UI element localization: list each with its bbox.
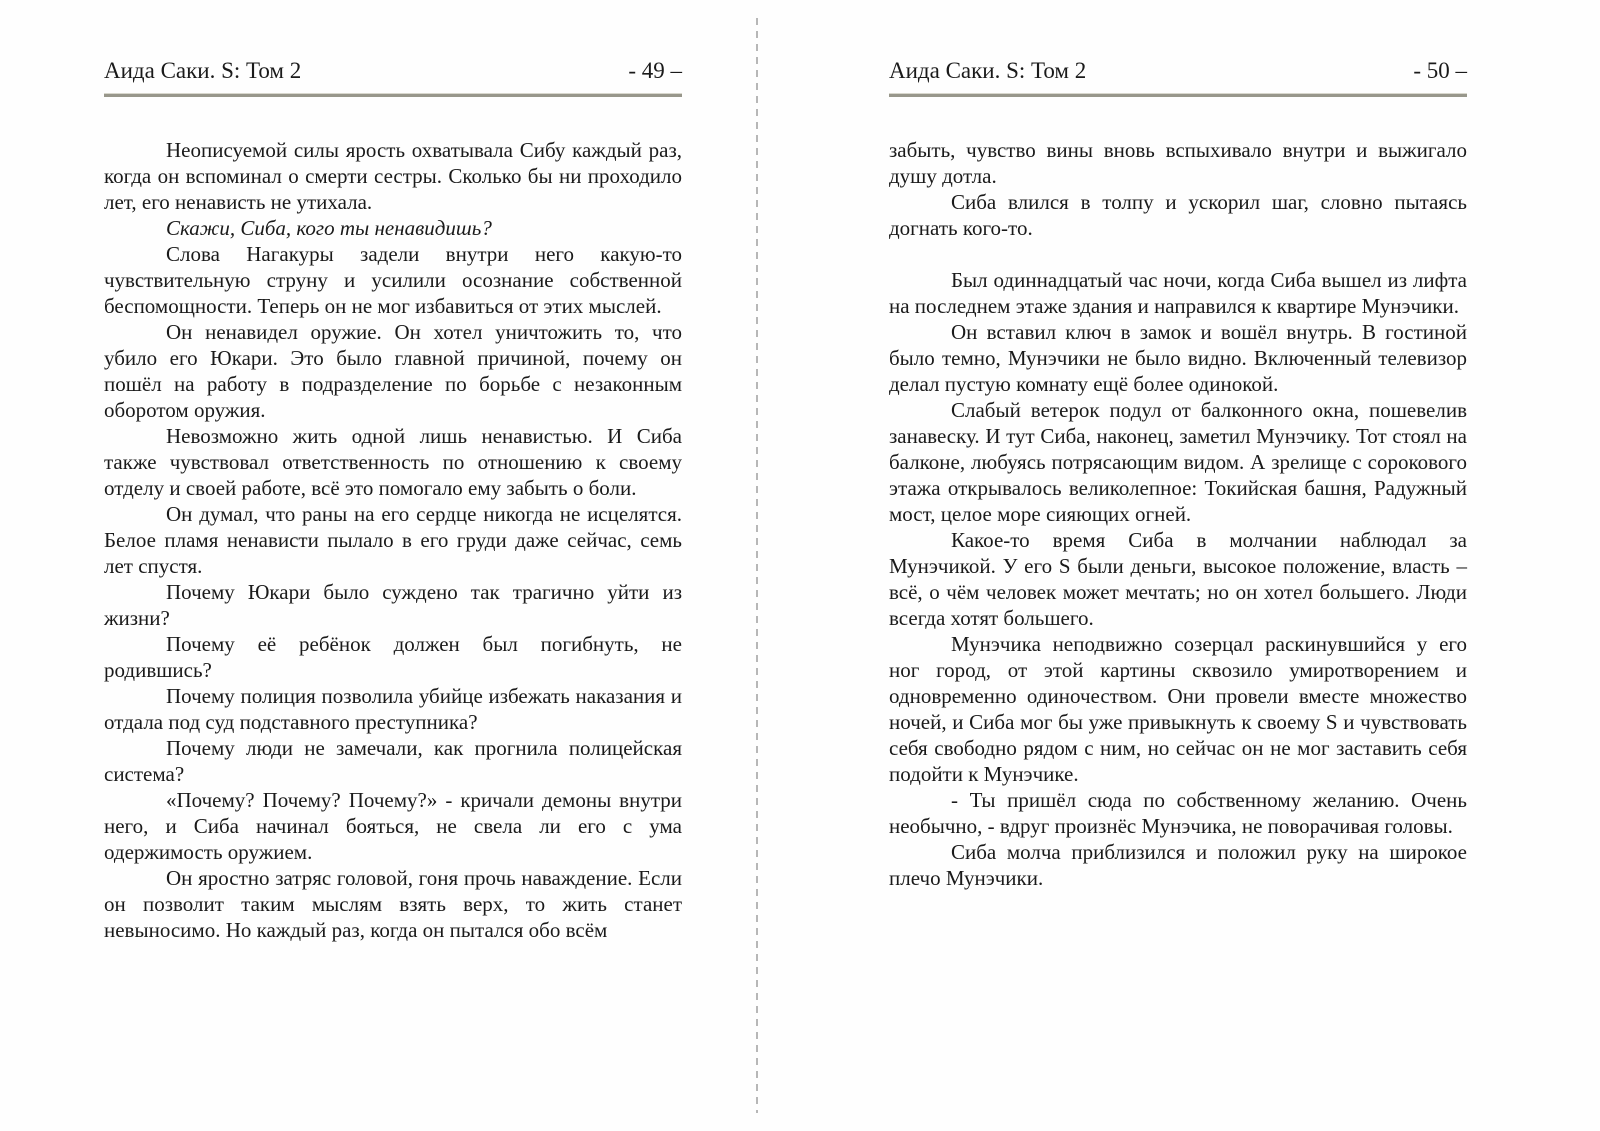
paragraph: Он яростно затряс головой, гоня прочь наваждение. Если он позволит таким мыслям взять верх, то жить станет невыносимо. Но каждый раз, когда он пытался обо всём xyxy=(104,866,682,942)
paragraph: Неописуемой силы ярость охватывала Сибу каждый раз, когда он вспоминал о смерти сестры. Сколько бы ни проходило лет, его ненависть не утихала. xyxy=(104,138,682,214)
page-divider-dashed-line xyxy=(756,18,758,1113)
paragraph: Слова Нагакуры задели внутри него какую-то чувствительную струну и усилили осознание собственной беспомощности. Теперь он не мог избавиться от этих мыслей. xyxy=(104,242,682,318)
running-title: Аида Саки. S: Том 2 xyxy=(104,58,302,83)
header-rule xyxy=(104,93,682,97)
paragraph: Почему её ребёнок должен был погибнуть, не родившись? xyxy=(104,632,682,682)
page-header xyxy=(104,56,682,86)
paragraph: Почему люди не замечали, как прогнила полицейская система? xyxy=(104,736,682,786)
paragraph: Скажи, Сиба, кого ты ненавидишь? xyxy=(166,216,492,240)
paragraph: Невозможно жить одной лишь ненавистью. И Сиба также чувствовал ответственность по отношению к своему отделу и своей работе, всё это помогало ему забыть о боли. xyxy=(104,424,682,500)
paragraph: Сиба молча приблизился и положил руку на широкое плечо Мунэчики. xyxy=(889,840,1467,890)
header-rule xyxy=(889,93,1467,97)
paragraph: Какое-то время Сиба в молчании наблюдал за Мунэчикой. У его S были деньги, высокое положение, власть – всё, о чём человек может мечтать; но он хотел большего. Люди всегда хотят большего. xyxy=(889,528,1467,630)
paragraph: - Ты пришёл сюда по собственному желанию. Очень необычно, - вдруг произнёс Мунэчика, не поворачивая головы. xyxy=(889,788,1467,838)
paragraph: Почему Юкари было суждено так трагично уйти из жизни? xyxy=(104,580,682,630)
paragraph: Почему полиция позволила убийце избежать наказания и отдала под суд подставного преступника? xyxy=(104,684,682,734)
page-right xyxy=(889,56,1467,891)
paragraph: «Почему? Почему? Почему?» - кричали демоны внутри него, и Сиба начинал бояться, не свела ли его с ума одержимость оружием. xyxy=(104,788,682,864)
page-left xyxy=(104,56,682,943)
page-body xyxy=(889,137,1467,891)
running-title: Аида Саки. S: Том 2 xyxy=(889,58,1087,83)
paragraph: Слабый ветерок подул от балконного окна, пошевелив занавеску. И тут Сиба, наконец, заметил Мунэчику. Тот стоял на балконе, любуясь потрясающим видом. А зрелище с сорокового этажа открывалось великолепное: Токийская башня, Радужный мост, целое море сияющих огней. xyxy=(889,398,1467,526)
page-number: - 50 – xyxy=(1413,58,1467,83)
paragraph: Он ненавидел оружие. Он хотел уничтожить то, что убило его Юкари. Это было главной причиной, почему он пошёл на работу в подразделение по борьбе с незаконным оборотом оружия. xyxy=(104,320,682,422)
page-number: - 49 – xyxy=(628,58,682,83)
paragraph: Он думал, что раны на его сердце никогда не исцелятся. Белое пламя ненависти пылало в его груди даже сейчас, семь лет спустя. xyxy=(104,502,682,578)
paragraph: Сиба влился в толпу и ускорил шаг, словно пытаясь догнать кого-то. xyxy=(889,190,1467,240)
paragraph: забыть, чувство вины вновь вспыхивало внутри и выжигало душу дотла. xyxy=(889,138,1467,188)
paragraph: Он вставил ключ в замок и вошёл внутрь. В гостиной было темно, Мунэчики не было видно. Включенный телевизор делал пустую комнату ещё более одинокой. xyxy=(889,320,1467,396)
page-header xyxy=(889,56,1467,86)
paragraph: Был одиннадцатый час ночи, когда Сиба вышел из лифта на последнем этаже здания и направился к квартире Мунэчики. xyxy=(889,268,1467,318)
paragraph: Мунэчика неподвижно созерцал раскинувшийся у его ног город, от этой картины сквозило умиротворением и одновременно одиночеством. Они провели вместе множество ночей, и Сиба мог бы уже привыкнуть к своему S и чувствовать себя свободно рядом с ним, но сейчас он не мог заставить себя подойти к Мунэчике. xyxy=(889,632,1467,786)
page-body xyxy=(104,137,682,943)
